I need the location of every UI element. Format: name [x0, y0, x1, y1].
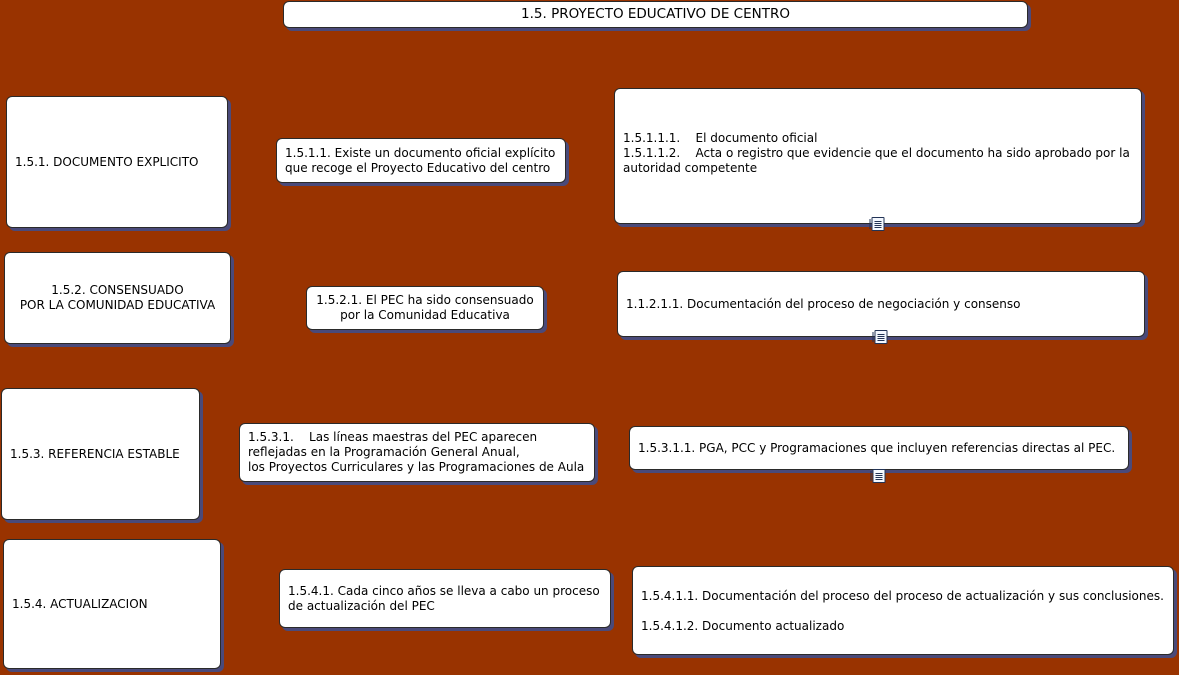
heading-text-4: 1.5.4. ACTUALIZACION: [12, 596, 148, 611]
heading-box-1: [6, 96, 228, 228]
heading-text-3: 1.5.3. REFERENCIA ESTABLE: [10, 446, 180, 461]
document-icon[interactable]: [875, 330, 888, 344]
heading-box-3: [1, 388, 200, 520]
criterion-box-2: [306, 286, 544, 330]
evidence-item: 1.5.3.1.1. PGA, PCC y Programaciones que incluyen referencias directas al PEC.: [638, 440, 1116, 455]
criterion-text-3: 1.5.3.1. Las líneas maestras del PEC aparecen reflejadas en la Programación General Anual, los Proyectos Curriculares y las Programaciones de Aula: [248, 430, 585, 474]
document-icon[interactable]: [873, 469, 886, 483]
evidence-item: 1.5.4.1.2. Documento actualizado: [641, 619, 845, 633]
evidence-item: 1.5.1.1.2. Acta o registro que evidencie que el documento ha sido aprobado por la autoridad competente: [623, 146, 1134, 175]
evidence-box-4: [632, 566, 1174, 655]
diagram-title-text: 1.5. PROYECTO EDUCATIVO DE CENTRO: [521, 6, 790, 22]
criterion-box-3: [239, 423, 595, 482]
criterion-text-4: 1.5.4.1. Cada cinco años se lleva a cabo un proceso de actualización del PEC: [288, 583, 600, 613]
criterion-box-1: [276, 138, 566, 183]
heading-text-1: 1.5.1. DOCUMENTO EXPLICITO: [15, 154, 199, 169]
evidence-item: 1.5.4.1.1. Documentación del proceso del proceso de actualización y sus conclusiones.: [641, 589, 1164, 603]
document-icon[interactable]: [872, 217, 885, 231]
diagram-title: [283, 1, 1028, 28]
evidence-box-1: [614, 88, 1142, 224]
heading-box-2: [4, 252, 231, 344]
evidence-box-2: [617, 271, 1145, 337]
heading-text-2: 1.5.2. CONSENSUADO POR LA COMUNIDAD EDUCATIVA: [19, 283, 216, 312]
evidence-box-3: [629, 426, 1129, 470]
criterion-text-1: 1.5.1.1. Existe un documento oficial explícito que recoge el Proyecto Educativo del centro: [285, 145, 556, 175]
evidence-item: 1.1.2.1.1. Documentación del proceso de negociación y consenso: [626, 296, 1021, 311]
evidence-item: 1.5.1.1.1. El documento oficial: [623, 131, 818, 145]
criterion-text-2: 1.5.2.1. El PEC ha sido consensuado por la Comunidad Educativa: [316, 293, 534, 322]
criterion-box-4: [279, 569, 611, 628]
heading-box-4: [3, 539, 221, 669]
